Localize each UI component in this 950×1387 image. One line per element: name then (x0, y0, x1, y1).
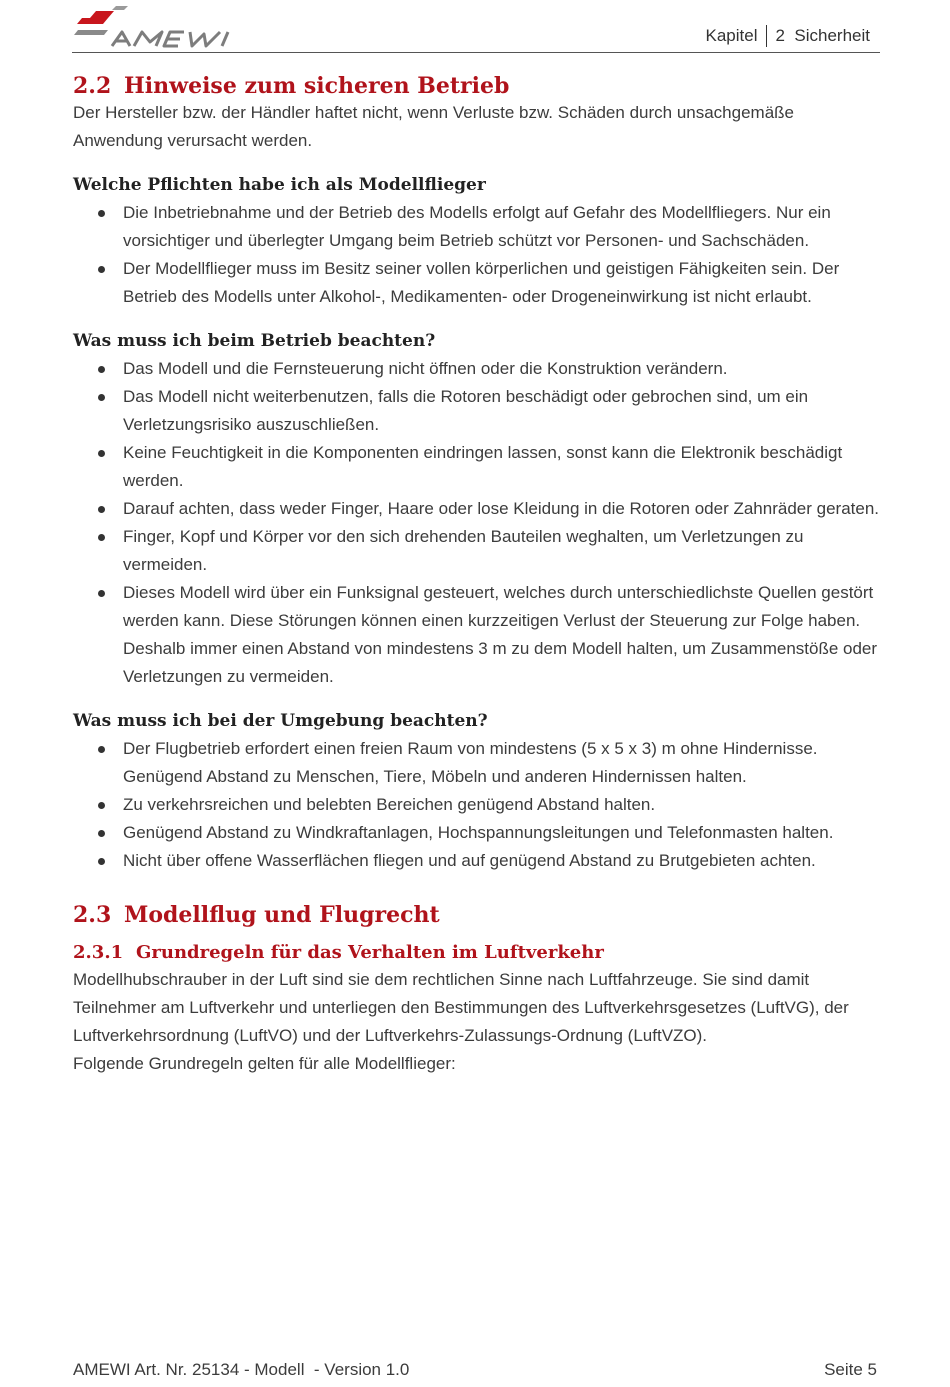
bullet-icon (98, 366, 105, 373)
list-item: Genügend Abstand zu Windkraftanlagen, Hochspannungsleitungen und Telefonmasten halten. (73, 819, 883, 847)
list-item: Der Modellflieger muss im Besitz seiner vollen körperlichen und geistigen Fähigkeiten sein. Der Betrieb des Modells unter Alkohol-, Medikamenten- oder Drogeneinwirkung ist nicht erlaubt. (73, 255, 883, 311)
bullet-icon (98, 534, 105, 541)
section-title: Modellflug und Flugrecht (124, 902, 440, 928)
bullet-icon (98, 802, 105, 809)
section-number: 2.3 (73, 902, 112, 928)
header-separator (766, 25, 767, 47)
law-paragraph: Modellhubschrauber in der Luft sind sie dem rechtlichen Sinne nach Luftfahrzeuge. Sie sind damit Teilnehmer am Luftverkehr und unterliegen den Bestimmungen des Luftverkehrsgesetzes (LuftVG), der Luftverkehrsordnung (LuftVO) und der Luftverkehrs-Zulassungs-Ordnung (LuftVZO). (73, 970, 849, 1045)
subsection-heading-2-3-1 (73, 940, 883, 966)
bullet-icon (98, 394, 105, 401)
list-item: Nicht über offene Wasserflächen fliegen und auf genügend Abstand zu Brutgebieten achten. (73, 847, 883, 875)
list-item: Der Flugbetrieb erfordert einen freien Raum von mindestens (5 x 5 x 3) m ohne Hindernisse. Genügend Abstand zu Menschen, Tiere, Möbeln und anderen Hindernissen halten. (73, 735, 883, 791)
bullet-icon (98, 506, 105, 513)
list-item: Dieses Modell wird über ein Funksignal gesteuert, welches durch unterschiedlichste Quellen gestört werden kann. Diese Störungen können einen kurzzeitigen Verlust der Steuerung zur Folge haben. Deshalb immer einen Abstand von mindestens 3 m zu dem Modell halten, um Zusammenstöße oder Verletzungen zu vermeiden. (73, 579, 883, 691)
intro-paragraph: Der Hersteller bzw. der Händler haftet nicht, wenn Verluste bzw. Schäden durch unsachgemäße Anwendung verursacht werden. (73, 103, 794, 150)
bullet-icon (98, 266, 105, 273)
amewi-logo (72, 4, 252, 50)
section-number: 2.2 (73, 73, 112, 99)
main-content (73, 70, 883, 1078)
list-item: Finger, Kopf und Körper vor den sich drehenden Bauteilen weghalten, um Verletzungen zu vermeiden. (73, 523, 883, 579)
operation-list (73, 355, 883, 691)
bullet-icon (98, 830, 105, 837)
chapter-header (706, 25, 870, 47)
environment-heading: Was muss ich bei der Umgebung beachten? (73, 711, 488, 731)
bullet-icon (98, 590, 105, 597)
subsection-number: 2.3.1 (73, 942, 124, 963)
header-rule (72, 52, 880, 53)
rules-lead: Folgende Grundregeln gelten für alle Modellflieger: (73, 1054, 456, 1073)
duties-list (73, 199, 883, 311)
chapter-title: 2 Sicherheit (775, 26, 870, 45)
operation-heading: Was muss ich beim Betrieb beachten? (73, 331, 436, 351)
list-item: Keine Feuchtigkeit in die Komponenten eindringen lassen, sonst kann die Elektronik beschädigt werden. (73, 439, 883, 495)
bullet-icon (98, 858, 105, 865)
list-item: Die Inbetriebnahme und der Betrieb des Modells erfolgt auf Gefahr des Modellfliegers. Nur ein vorsichtiger und überlegter Umgang beim Betrieb schützt vor Personen- und Sachschäden. (73, 199, 883, 255)
duties-heading: Welche Pflichten habe ich als Modellflieger (73, 175, 486, 195)
list-item: Zu verkehrsreichen und belebten Bereichen genügend Abstand halten. (73, 791, 883, 819)
section-title: Hinweise zum sicheren Betrieb (124, 73, 510, 99)
svg-text:AMEWI: AMEWI (72, 48, 76, 49)
section-heading-2-2 (73, 70, 883, 102)
footer-article: AMEWI Art. Nr. 25134 - Modell - Version 1.0 (73, 1360, 410, 1379)
bullet-icon (98, 746, 105, 753)
subsection-title: Grundregeln für das Verhalten im Luftverkehr (136, 942, 604, 963)
section-heading-2-3 (73, 899, 883, 931)
environment-list (73, 735, 883, 875)
list-item: Darauf achten, dass weder Finger, Haare oder lose Kleidung in die Rotoren oder Zahnräder geraten. (73, 495, 883, 523)
chapter-label: Kapitel (705, 26, 758, 45)
list-item: Das Modell nicht weiterbenutzen, falls die Rotoren beschädigt oder gebrochen sind, um ein Verletzungsrisiko auszuschließen. (73, 383, 883, 439)
footer-page-number: Seite 5 (824, 1360, 877, 1379)
bullet-icon (98, 210, 105, 217)
bullet-icon (98, 450, 105, 457)
list-item: Das Modell und die Fernsteuerung nicht öffnen oder die Konstruktion verändern. (73, 355, 883, 383)
